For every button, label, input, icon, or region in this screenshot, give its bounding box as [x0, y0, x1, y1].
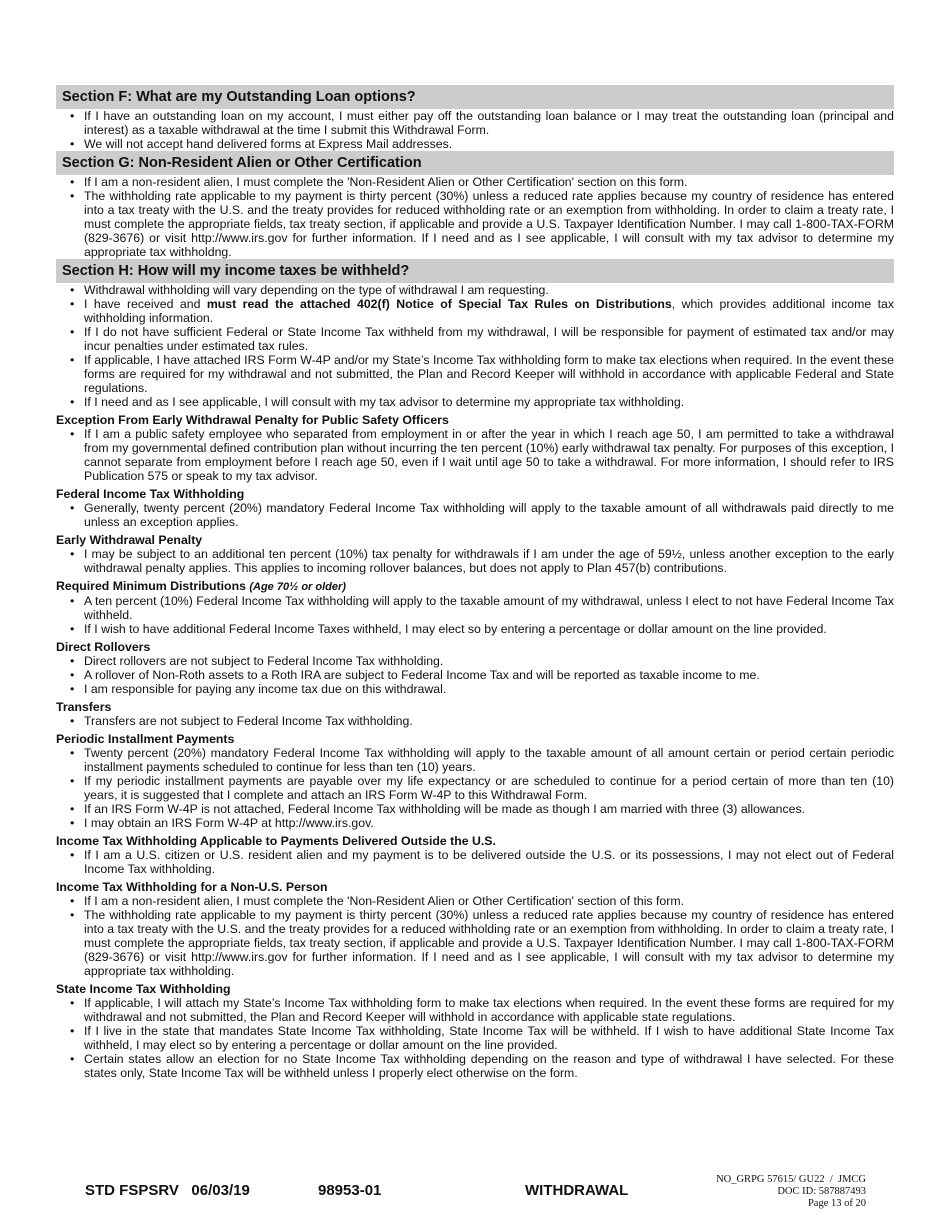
list-item: • Direct rollovers are not subject to Federal Income Tax withholding. — [56, 654, 894, 668]
list-item: • A ten percent (10%) Federal Income Tax withholding will apply to the taxable amount of my withdrawal, unless I elect to not have Federal Income Tax withheld. — [56, 594, 894, 622]
list-item: • If applicable, I will attach my State’s Income Tax withholding form to make tax elections when required. In the event these forms are required for my withdrawal and not submitted, the Plan and Record Keeper will withhold in accordance with applicable state regulations. — [56, 996, 894, 1024]
rmd-title: Required Minimum Distributions — [56, 579, 246, 593]
notice-text-bold: must read the attached 402(f) Notice of Special Tax Rules on Distributions — [206, 297, 672, 311]
footer-form-number: 98953-01 — [318, 1182, 382, 1199]
subsection-public-safety-heading: Exception From Early Withdrawal Penalty for Public Safety Officers — [56, 413, 449, 427]
section-g-list — [56, 175, 894, 259]
footer-form-type: WITHDRAWAL — [525, 1182, 629, 1199]
list-item: • If I have an outstanding loan on my account, I must either pay off the outstanding loan balance or I may treat the outstanding loan (principal and interest) as a taxable withdrawal at the time I submit this Withdrawal Form. — [56, 109, 894, 137]
list-item: • If I am a U.S. citizen or U.S. resident alien and my payment is to be delivered outside the U.S. or its possessions, I may not elect out of Federal Income Tax withholding. — [56, 848, 894, 876]
subsection-direct-rollovers-list — [56, 654, 894, 696]
list-item: • Twenty percent (20%) mandatory Federal Income Tax withholding will apply to the taxable amount of all amount certain or period certain periodic installment payments scheduled to continue for less than ten (10) years. — [56, 746, 894, 774]
section-g-heading: Section G: Non-Resident Alien or Other Certification — [56, 151, 894, 175]
list-item: • Withdrawal withholding will vary depending on the type of withdrawal I am requesting. — [56, 283, 894, 297]
list-item: • I may be subject to an additional ten percent (10%) tax penalty for withdrawals if I am under the age of 59½, unless another exception to the early withdrawal penalty applies. This applies to incoming rollover balances, but does not apply to Plan 457(b) contributions. — [56, 547, 894, 575]
footer-page-number: Page 13 of 20 — [807, 1198, 866, 1209]
subsection-early-penalty-heading: Early Withdrawal Penalty — [56, 533, 203, 547]
subsection-non-us-person-heading: Income Tax Withholding for a Non-U.S. Person — [56, 880, 328, 894]
list-item: • If my periodic installment payments are payable over my life expectancy or are scheduled to continue for a period certain of more than ten (10) years, it is suggested that I complete and attach an IRS Form W-4P to this Withdrawal Form. — [56, 774, 894, 802]
subsection-rmd-list — [56, 594, 894, 636]
footer-doc-id: DOC ID: 587887493 — [777, 1186, 866, 1197]
subsection-periodic-list — [56, 746, 894, 830]
list-item: • I am responsible for paying any income tax due on this withdrawal. — [56, 682, 894, 696]
list-item: • If I do not have sufficient Federal or State Income Tax withheld from my withdrawal, I will be responsible for payment of estimated tax and/or may incur penalties under estimated tax rules. — [56, 325, 894, 353]
footer-reference — [716, 1174, 866, 1210]
subsection-outside-us-list — [56, 848, 894, 876]
subsection-transfers-list — [56, 714, 894, 728]
notice-text-pre: I have received and — [84, 297, 207, 311]
rmd-age-note: (Age 70½ or older) — [249, 581, 346, 593]
list-item: • A rollover of Non-Roth assets to a Roth IRA are subject to Federal Income Tax and will be reported as taxable income to me. — [56, 668, 894, 682]
list-item: • The withholding rate applicable to my payment is thirty percent (30%) unless a reduced rate applies because my country of residence has entered into a tax treaty with the U.S. and the treaty provides for reduced withholding rate or an exemption from withholding. In order to claim a treaty rate, I must complete the appropriate fields, tax treaty section, if applicable and provide a U.S. Taxpayer Identification Number. I may call 1-800-TAX-FORM (829-3676) or visit http://www.irs.gov for further information. If I need and as I see applicable, I will consult with my tax advisor to determine my appropriate tax withholdng. — [56, 189, 894, 259]
list-item — [56, 297, 894, 325]
list-item: • If I wish to have additional Federal Income Taxes withheld, I may elect so by entering a percentage or dollar amount on the line provided. — [56, 622, 894, 636]
list-item: • I may obtain an IRS Form W-4P at http://www.irs.gov. — [56, 816, 894, 830]
section-h-list — [56, 283, 894, 409]
list-item: • Certain states allow an election for no State Income Tax withholding depending on the reason and type of withdrawal I have selected. For these states only, State Income Tax will be withheld unless I properly elect otherwise on the form. — [56, 1052, 894, 1080]
subsection-direct-rollovers-heading: Direct Rollovers — [56, 640, 151, 654]
list-item: • If I need and as I see applicable, I will consult with my tax advisor to determine my appropriate tax withholding. — [56, 395, 894, 409]
list-item: • If an IRS Form W-4P is not attached, Federal Income Tax withholding will be made as though I am married with three (3) allowances. — [56, 802, 894, 816]
subsection-outside-us-heading: Income Tax Withholding Applicable to Payments Delivered Outside the U.S. — [56, 834, 496, 848]
subsection-non-us-person-list — [56, 894, 894, 978]
section-f-list — [56, 109, 894, 151]
list-item: • The withholding rate applicable to my payment is thirty percent (30%) unless a reduced rate applies because my country of residence has entered into a tax treaty with the U.S. and the treaty provides for a reduced withholding rate or an exemption from withholding. In order to claim a treaty rate, I must complete the appropriate fields, tax treaty section, if applicable and provide a U.S. Taxpayer Identification Number. I may call 1-800-TAX-FORM (829-3676) or visit http://www.irs.gov for further information. If I need and as I see applicable, I will consult with my tax advisor to determine my appropriate tax withholding. — [56, 908, 894, 978]
document-body — [56, 85, 894, 1080]
subsection-federal-withholding-heading: Federal Income Tax Withholding — [56, 487, 245, 501]
footer-ref-line1: NO_GRPG 57615/ GU22 / JMCG — [716, 1174, 866, 1185]
subsection-rmd-heading — [56, 579, 894, 594]
footer-form-id: STD FSPSRV 06/03/19 — [85, 1182, 250, 1199]
subsection-federal-withholding-list — [56, 501, 894, 529]
section-h-heading: Section H: How will my income taxes be withheld? — [56, 259, 894, 283]
subsection-state-withholding-heading: State Income Tax Withholding — [56, 982, 231, 996]
notice-text-post: , which provides additional income tax withholding information. — [84, 297, 895, 325]
subsection-state-withholding-list — [56, 996, 894, 1080]
subsection-early-penalty-list — [56, 547, 894, 575]
subsection-periodic-heading: Periodic Installment Payments — [56, 732, 235, 746]
list-item: • If I am a non-resident alien, I must complete the 'Non-Resident Alien or Other Certification' section on this form. — [56, 175, 894, 189]
section-f-heading: Section F: What are my Outstanding Loan options? — [56, 85, 894, 109]
list-item: • If applicable, I have attached IRS Form W-4P and/or my State’s Income Tax withholding form to make tax elections when required. In the event these forms are required for my withdrawal and not submitted, the Plan and Record Keeper will withhold in accordance with applicable Federal and State regulations. — [56, 353, 894, 395]
list-item: • If I am a non-resident alien, I must complete the 'Non-Resident Alien or Other Certification' section of this form. — [56, 894, 894, 908]
list-item: • Transfers are not subject to Federal Income Tax withholding. — [56, 714, 894, 728]
list-item: • We will not accept hand delivered forms at Express Mail addresses. — [56, 137, 894, 151]
page-footer — [0, 1174, 950, 1230]
subsection-transfers-heading: Transfers — [56, 700, 112, 714]
subsection-public-safety-list — [56, 427, 894, 483]
list-item: • Generally, twenty percent (20%) mandatory Federal Income Tax withholding will apply to the taxable amount of all withdrawals paid directly to me unless an exception applies. — [56, 501, 894, 529]
list-item: • If I live in the state that mandates State Income Tax withholding, State Income Tax will be withheld. If I wish to have additional State Income Tax withheld, I may elect so by entering a percentage or dollar amount on the line provided. — [56, 1024, 894, 1052]
list-item: • If I am a public safety employee who separated from employment in or after the year in which I reach age 50, I am permitted to take a withdrawal from my governmental defined contribution plan without incurring the ten percent (10%) early withdrawal tax penalty. For purposes of this exception, I cannot separate from employment before I reach age 50, even if I wait until age 50 to take a withdrawal. For more information, I should refer to IRS Publication 575 or speak to my tax advisor. — [56, 427, 894, 483]
